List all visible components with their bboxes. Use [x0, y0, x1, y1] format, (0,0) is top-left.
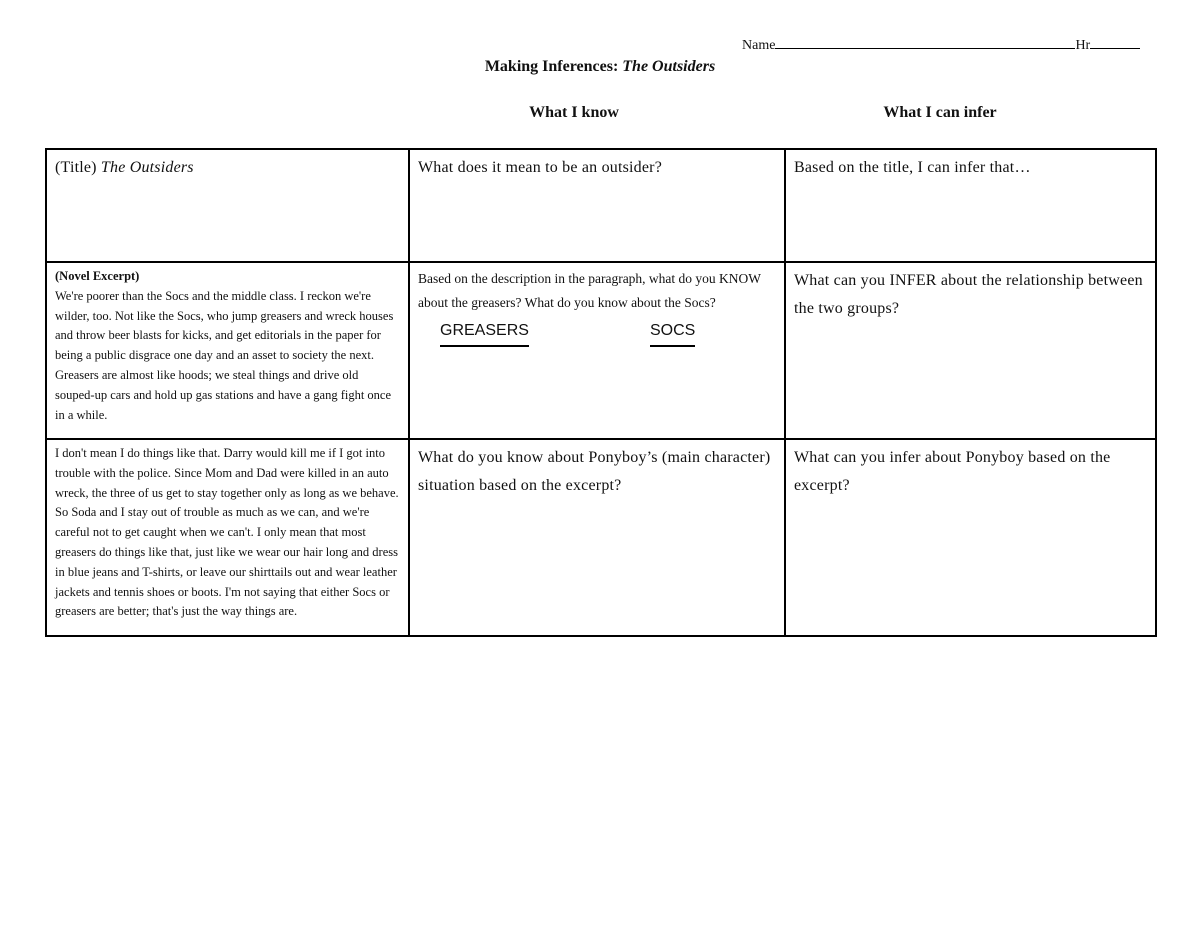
title-cell	[46, 149, 409, 262]
excerpt-cell-2	[46, 439, 409, 636]
infer-cell-1[interactable]	[785, 149, 1156, 262]
know-cell-2[interactable]	[409, 262, 785, 439]
hr-blank[interactable]	[1090, 36, 1140, 49]
title-cell-book: The Outsiders	[100, 159, 194, 176]
excerpt-text-1: We're poorer than the Socs and the middle class. I reckon we're wilder, too. Not like the Socs, who jump greasers and wreck houses and throw beer blasts for kicks, and get editorials in the paper for being a public disgrace one day and an asset to society the next. Greasers are almost like hoods; we steal things and drive old souped-up cars and hold up gas stations and have a gang fight once in a while.	[55, 288, 394, 422]
name-blank[interactable]	[775, 36, 1075, 49]
know-question-2: Based on the description in the paragraph, what do you KNOW about the greasers? What do you know about the Socs?	[418, 271, 761, 310]
title-cell-prefix: (Title)	[55, 159, 101, 176]
know-question-3: What do you know about Ponyboy’s (main character) situation based on the excerpt?	[418, 449, 771, 494]
infer-prompt-2: What can you INFER about the relationship between the two groups?	[794, 272, 1143, 317]
table-row	[46, 262, 1156, 439]
title-book: The Outsiders	[622, 58, 716, 75]
hr-label: Hr	[1075, 38, 1091, 53]
socs-label: SOCS	[650, 319, 695, 347]
name-hr-line	[742, 36, 1140, 54]
name-label: Name	[742, 38, 776, 53]
know-cell-1[interactable]	[409, 149, 785, 262]
infer-prompt-3: What can you infer about Ponyboy based on the excerpt?	[794, 449, 1111, 494]
group-labels	[418, 319, 776, 349]
excerpt-heading: (Novel Excerpt)	[55, 269, 140, 283]
greasers-label: GREASERS	[440, 319, 529, 347]
know-question-1: What does it mean to be an outsider?	[418, 159, 663, 176]
title-prefix: Making Inferences:	[484, 58, 623, 75]
excerpt-text-2: I don't mean I do things like that. Darry would kill me if I got into trouble with the police. Since Mom and Dad were killed in an auto wreck, the three of us get to stay together only as long as we behave. So Soda and I stay out of trouble as much as we can, and we're careful not to get caught when we can't. I only mean that most greasers do things like that, just like we wear our hair long and dress in blue jeans and T-shirts, or leave our shirttails out and wear leather jackets and tennis shoes or boots. I'm not saying that either Socs or greasers are better; that's just the way things are.	[55, 446, 399, 619]
inference-table	[45, 148, 1157, 637]
infer-cell-3[interactable]	[785, 439, 1156, 636]
table-row	[46, 149, 1156, 262]
know-cell-3[interactable]	[409, 439, 785, 636]
infer-cell-2[interactable]	[785, 262, 1156, 439]
table-row	[46, 439, 1156, 636]
page-title	[0, 58, 1200, 76]
infer-prompt-1: Based on the title, I can infer that…	[794, 159, 1031, 176]
excerpt-cell-1	[46, 262, 409, 439]
column-header-infer: What I can infer	[883, 104, 997, 121]
column-header-know: What I know	[529, 104, 619, 121]
